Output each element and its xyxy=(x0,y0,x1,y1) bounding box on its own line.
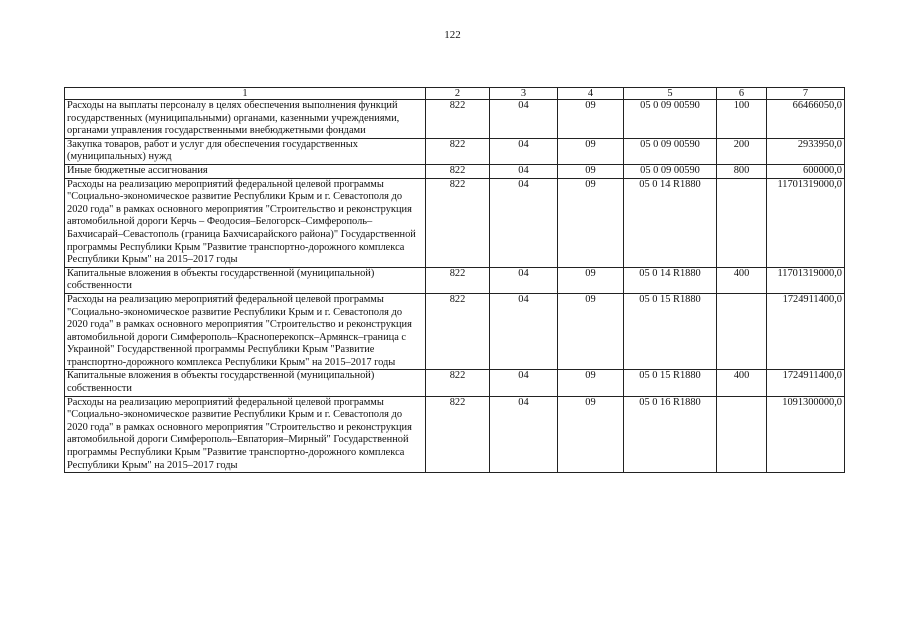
expense-type-code xyxy=(717,396,767,473)
section-code: 04 xyxy=(490,100,558,139)
section-code: 04 xyxy=(490,178,558,267)
expense-type-code xyxy=(717,178,767,267)
header-cell: 4 xyxy=(558,88,624,100)
page-number: 122 xyxy=(444,29,461,41)
table-row xyxy=(65,396,845,473)
expense-description: Расходы на реализацию мероприятий федеральной целевой программы "Социально-экономическое развитие Республики Крым и г. Севастополя до 2020 года" в рамках основного мероприятия "Строительство и реконструкция автомобильной дороги Симферополь–Красноперекопск–Армянск–граница с Украиной" Государственной программы Республики Крым "Развитие транспортно-дорожного комплекса Республики Крым" на 2015–2017 годы xyxy=(65,293,426,370)
ministry-code: 822 xyxy=(426,293,490,370)
amount: 66466050,0 xyxy=(767,100,845,139)
expense-type-code: 800 xyxy=(717,164,767,178)
expense-description: Расходы на реализацию мероприятий федеральной целевой программы "Социально-экономическое развитие Республики Крым и г. Севастополя до 2020 года" в рамках основного мероприятия "Строительство и реконструкция автомобильной дороги Симферополь–Евпатория–Мирный" Государственной программы Республики Крым "Развитие транспортно-дорожного комплекса Республики Крым" на 2015–2017 годы xyxy=(65,396,426,473)
ministry-code: 822 xyxy=(426,164,490,178)
amount: 1091300000,0 xyxy=(767,396,845,473)
amount: 2933950,0 xyxy=(767,138,845,164)
amount: 1724911400,0 xyxy=(767,293,845,370)
table-row xyxy=(65,267,845,293)
subsection-code: 09 xyxy=(558,138,624,164)
amount: 600000,0 xyxy=(767,164,845,178)
header-cell: 3 xyxy=(490,88,558,100)
section-code: 04 xyxy=(490,396,558,473)
subsection-code: 09 xyxy=(558,396,624,473)
expense-description: Закупка товаров, работ и услуг для обеспечения государственных (муниципальных) нужд xyxy=(65,138,426,164)
ministry-code: 822 xyxy=(426,370,490,396)
target-article-code: 05 0 14 R1880 xyxy=(624,178,717,267)
amount: 11701319000,0 xyxy=(767,178,845,267)
header-cell: 7 xyxy=(767,88,845,100)
subsection-code: 09 xyxy=(558,370,624,396)
ministry-code: 822 xyxy=(426,267,490,293)
header-cell: 5 xyxy=(624,88,717,100)
header-cell: 1 xyxy=(65,88,426,100)
table-row xyxy=(65,100,845,139)
header-row xyxy=(65,88,845,100)
section-code: 04 xyxy=(490,164,558,178)
expense-description: Расходы на реализацию мероприятий федеральной целевой программы "Социально-экономическое развитие Республики Крым и г. Севастополя до 2020 года" в рамках основного мероприятия "Строительство и реконструкция автомобильной дороги Керчь – Феодосия–Белогорск–Симферополь–Бахчисарай–Севастополь (граница Бахчисарайского района)" Государственной программы Республики Крым "Развитие транспортно-дорожного комплекса Республики Крым" на 2015–2017 годы xyxy=(65,178,426,267)
target-article-code: 05 0 09 00590 xyxy=(624,138,717,164)
header-cell: 2 xyxy=(426,88,490,100)
expense-type-code: 400 xyxy=(717,370,767,396)
target-article-code: 05 0 15 R1880 xyxy=(624,293,717,370)
ministry-code: 822 xyxy=(426,396,490,473)
expense-description: Расходы на выплаты персоналу в целях обеспечения выполнения функций государственных (муниципальными) органами, казенными учреждениями, органами управления государственными внебюджетными фондами xyxy=(65,100,426,139)
target-article-code: 05 0 14 R1880 xyxy=(624,267,717,293)
section-code: 04 xyxy=(490,138,558,164)
table-row xyxy=(65,293,845,370)
ministry-code: 822 xyxy=(426,178,490,267)
budget-table xyxy=(64,87,845,473)
expense-description: Капитальные вложения в объекты государственной (муниципальной) собственности xyxy=(65,370,426,396)
subsection-code: 09 xyxy=(558,178,624,267)
target-article-code: 05 0 16 R1880 xyxy=(624,396,717,473)
table-row xyxy=(65,370,845,396)
expense-type-code xyxy=(717,293,767,370)
ministry-code: 822 xyxy=(426,100,490,139)
expense-description: Иные бюджетные ассигнования xyxy=(65,164,426,178)
expense-type-code: 200 xyxy=(717,138,767,164)
table-row xyxy=(65,164,845,178)
target-article-code: 05 0 09 00590 xyxy=(624,164,717,178)
header-cell: 6 xyxy=(717,88,767,100)
expense-description: Капитальные вложения в объекты государственной (муниципальной) собственности xyxy=(65,267,426,293)
expense-type-code: 400 xyxy=(717,267,767,293)
target-article-code: 05 0 15 R1880 xyxy=(624,370,717,396)
ministry-code: 822 xyxy=(426,138,490,164)
amount: 11701319000,0 xyxy=(767,267,845,293)
section-code: 04 xyxy=(490,293,558,370)
expense-type-code: 100 xyxy=(717,100,767,139)
subsection-code: 09 xyxy=(558,164,624,178)
section-code: 04 xyxy=(490,370,558,396)
subsection-code: 09 xyxy=(558,100,624,139)
table-row xyxy=(65,178,845,267)
subsection-code: 09 xyxy=(558,267,624,293)
amount: 1724911400,0 xyxy=(767,370,845,396)
subsection-code: 09 xyxy=(558,293,624,370)
section-code: 04 xyxy=(490,267,558,293)
table-row xyxy=(65,138,845,164)
target-article-code: 05 0 09 00590 xyxy=(624,100,717,139)
